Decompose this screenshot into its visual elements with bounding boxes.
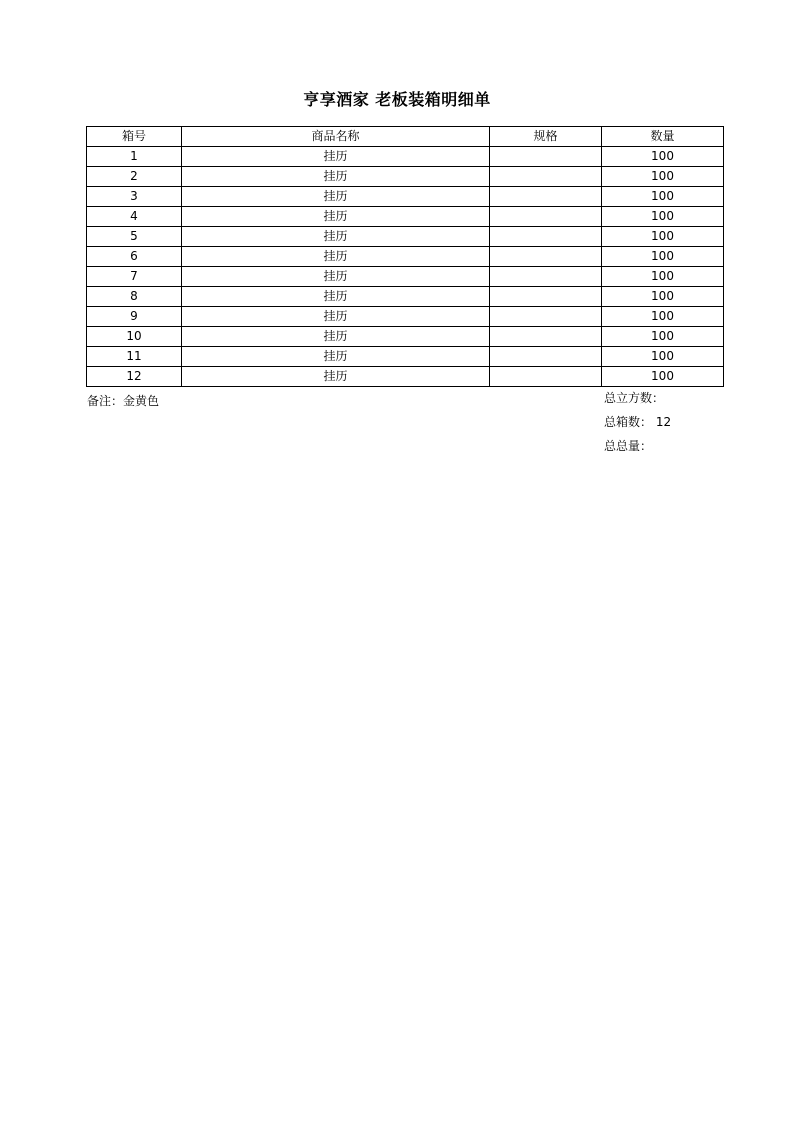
table-row [87,327,724,347]
cell-product-name: 挂历 [182,147,490,167]
cell-quantity: 100 [602,167,724,187]
table-row [87,347,724,367]
cell-spec [490,307,602,327]
header-spec: 规格 [490,127,602,147]
cell-box-no: 5 [87,227,182,247]
cell-product-name: 挂历 [182,247,490,267]
cell-product-name: 挂历 [182,187,490,207]
cell-box-no: 7 [87,267,182,287]
cell-quantity: 100 [602,227,724,247]
cell-box-no: 12 [87,367,182,387]
cell-quantity: 100 [602,287,724,307]
cell-box-no: 1 [87,147,182,167]
table-body [87,147,724,387]
table-row [87,207,724,227]
header-box-no: 箱号 [87,127,182,147]
cell-quantity: 100 [602,147,724,167]
cell-spec [490,367,602,387]
cell-spec [490,267,602,287]
table-row [87,187,724,207]
table-row [87,287,724,307]
cell-product-name: 挂历 [182,167,490,187]
table-row [87,307,724,327]
cell-box-no: 6 [87,247,182,267]
cell-product-name: 挂历 [182,327,490,347]
cell-spec [490,227,602,247]
cell-quantity: 100 [602,247,724,267]
cell-spec [490,327,602,347]
cell-box-no: 2 [87,167,182,187]
cell-box-no: 11 [87,347,182,367]
cell-spec [490,247,602,267]
table-row [87,247,724,267]
cell-product-name: 挂历 [182,207,490,227]
cell-box-no: 3 [87,187,182,207]
total-boxes: 总箱数： 12 [604,415,672,429]
cell-box-no: 8 [87,287,182,307]
table-row [87,267,724,287]
total-weight: 总总量： [604,439,653,453]
cell-quantity: 100 [602,367,724,387]
packing-list-table [86,126,724,387]
cell-box-no: 10 [87,327,182,347]
remark-text: 备注：金黄色 [87,394,160,408]
cell-box-no: 4 [87,207,182,227]
header-quantity: 数量 [602,127,724,147]
cell-quantity: 100 [602,307,724,327]
table-row [87,167,724,187]
cell-quantity: 100 [602,347,724,367]
table-row [87,147,724,167]
cell-spec [490,287,602,307]
cell-product-name: 挂历 [182,347,490,367]
page-title: 亨享酒家 老板装箱明细单 [303,90,491,109]
table-header-row [87,127,724,147]
cell-product-name: 挂历 [182,307,490,327]
cell-spec [490,167,602,187]
cell-product-name: 挂历 [182,367,490,387]
header-product-name: 商品名称 [182,127,490,147]
cell-spec [490,347,602,367]
table-row [87,367,724,387]
cell-spec [490,147,602,167]
cell-spec [490,187,602,207]
cell-quantity: 100 [602,327,724,347]
cell-product-name: 挂历 [182,287,490,307]
cell-product-name: 挂历 [182,227,490,247]
cell-box-no: 9 [87,307,182,327]
total-volume: 总立方数： [604,391,665,405]
cell-spec [490,207,602,227]
cell-product-name: 挂历 [182,267,490,287]
cell-quantity: 100 [602,267,724,287]
table-row [87,227,724,247]
cell-quantity: 100 [602,187,724,207]
cell-quantity: 100 [602,207,724,227]
